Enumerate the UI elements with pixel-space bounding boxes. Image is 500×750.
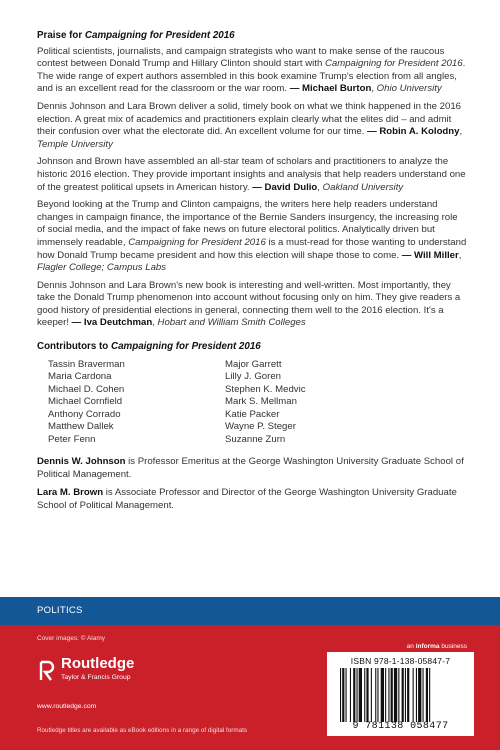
ebook-note: Routledge titles are available as eBook editions in a range of digital formats: [37, 727, 248, 734]
contributor-name: Michael Cornfield: [48, 396, 123, 408]
contributor-name: Peter Fenn: [48, 433, 96, 445]
book-title: Campaigning for President 2016: [324, 58, 463, 70]
contributor-name: Michael D. Cohen: [48, 383, 125, 395]
quote-text: Political scientists, journalists, and campaign strategists who want to make sense of the raucous contest between Donald Trump and Hillary Clinton should start with: [37, 45, 445, 70]
barcode-bar: [381, 668, 384, 722]
attribution-affiliation: Hobart and William Smith Colleges: [157, 317, 306, 329]
contributors-list: [37, 359, 467, 447]
isbn-label: ISBN 978-1-138-05847-7: [350, 656, 451, 666]
author-bio-text: is Associate Professor and Director of the George Washington University Graduate School of Political Management.: [37, 487, 457, 511]
quote-text: Johnson and Brown have assembled an all-star team of scholars and practitioners to analyze the historic 2016 election. They provide important insights and analysis that help readers understand one of the greatest political upsets in American history.: [37, 156, 466, 193]
quote-text: Dennis Johnson and Lara Brown's new book is interesting and well-written. Most importantly, they take the Donald Trump phenomenon into account without focusing only on him. They give readers a good history of presidential elections in general, connecting them well to the 2016 election. It's a keeper!: [37, 279, 461, 329]
contributor-name: Wayne P. Steger: [225, 421, 296, 433]
contributors-column-right: [225, 359, 402, 447]
informa-prefix: an: [406, 643, 416, 650]
informa-brand: informa: [415, 643, 440, 650]
author-name: Lara M. Brown: [37, 487, 104, 499]
barcode-bar: [407, 668, 409, 722]
barcode-bar: [413, 668, 414, 722]
contributor-name: Katie Packer: [225, 408, 280, 420]
barcode-bar: [377, 668, 378, 722]
contributor-name: Anthony Corrado: [48, 408, 121, 420]
book-title: Campaigning for President 2016: [84, 30, 235, 41]
barcode-digits: 9 781138 058477: [352, 721, 449, 732]
barcode-bar: [359, 668, 362, 722]
barcode-bar: [350, 668, 351, 722]
publisher-group: Taylor & Francis Group: [61, 674, 131, 681]
barcode-bar: [366, 668, 368, 722]
informa-suffix: business: [439, 643, 467, 650]
praise-quote-burton: Political scientists, journalists, and campaign strategists who want to make sense of the raucous contest between Donald Trump and Hillary Clinton should start with Campaigning for President 2016. The wide range of expert authors assembled in this book examine Trump's election from all angles, and is an excellent read for the classroom or the war room. — Michael Burton, Ohio University: [37, 45, 466, 95]
contributors-heading-prefix: Contributors to: [37, 341, 112, 353]
attribution-name: — Will Miller: [401, 249, 459, 261]
quote-text: . The wide range of expert authors assembled in this book examine Trump's election from all angles, and is an excellent read for the classroom or the war room.: [37, 58, 466, 95]
contributor-name: Tassin Braverman: [48, 358, 125, 370]
contributor-name: Mark S. Mellman: [225, 396, 297, 408]
attribution-name: — David Dulio: [252, 181, 318, 193]
barcode-bar: [388, 668, 389, 722]
barcode-bar: [394, 668, 397, 722]
contributor-name: Suzanne Zurn: [225, 433, 286, 445]
attribution-affiliation: Oakland University: [322, 181, 404, 193]
author-bio-brown: [37, 487, 467, 512]
barcode-box: [327, 652, 474, 736]
category-label: POLITICS: [37, 605, 83, 616]
author-bio-text: is Professor Emeritus at the George Washington University Graduate School of Political Management.: [37, 456, 464, 480]
author-name: Dennis W. Johnson: [37, 456, 126, 468]
routledge-logo-icon: [37, 658, 55, 696]
barcode-bar: [423, 668, 424, 722]
barcode-bar: [429, 668, 430, 722]
attribution-affiliation: Flagler College; Campus Labs: [37, 262, 167, 274]
barcode-bar: [398, 668, 399, 722]
barcode-bar: [346, 668, 347, 722]
back-cover-text: [37, 30, 467, 519]
barcode-bar: [426, 668, 428, 722]
barcode-bar: [416, 668, 417, 722]
cover-credit: Cover images: © Alamy: [37, 635, 106, 642]
barcode-bar: [391, 668, 393, 722]
publisher-url: www.routledge.com: [37, 703, 97, 710]
attribution-name: — Robin A. Kolodny: [367, 126, 460, 138]
contributors-heading: [37, 341, 467, 354]
quote-text: Dennis Johnson and Lara Brown deliver a solid, timely book on what we think happened in the 2016 election. A great mix of academics and practitioners explain clearly what the elites did – and admit their confusion over what the electorate did. An excellent volume for our time.: [37, 100, 461, 138]
barcode-bar: [402, 668, 404, 722]
informa-tagline: [407, 643, 467, 650]
barcode-bar: [342, 668, 344, 722]
praise-quote-dulio: Johnson and Brown have assembled an all-star team of scholars and practitioners to analyze the historic 2016 election. They provide important insights and analysis that help readers understand one of the greatest political upsets in American history. — David Dulio, Oakland University: [37, 156, 466, 193]
publisher-name: Routledge: [61, 655, 135, 672]
barcode-bar: [353, 668, 355, 722]
praise-quote-kolodny: Dennis Johnson and Lara Brown deliver a solid, timely book on what we think happened in the 2016 election. A great mix of academics and practitioners explain clearly what the elites did – and admit their confusion over what the electorate did. An excellent volume for our time. — Robin A. Kolodny, Temple University: [37, 100, 463, 150]
praise-heading: [37, 30, 467, 43]
author-bio-johnson: [37, 456, 467, 481]
barcode-icon: [340, 668, 464, 722]
quote-text: Beyond looking at the Trump and Clinton campaigns, the writers here help readers understand changes in campaign finance, the importance of the Bernie Sanders insurgency, the increasing role of social media, and the impact of fake news on future electoral politics. Analytically driven but immensely readable,: [37, 199, 458, 248]
attribution-name: — Michael Burton: [289, 83, 372, 95]
attribution-name: — Iva Deutchman: [71, 317, 153, 329]
barcode-bar: [418, 668, 421, 722]
category-band: [0, 597, 500, 625]
praise-heading-prefix: Praise for: [37, 30, 85, 41]
book-title: Campaigning for President 2016: [128, 236, 266, 248]
contributors-column-left: [48, 359, 225, 447]
contributor-name: Stephen K. Medvic: [225, 383, 306, 395]
publisher-band: [0, 625, 500, 750]
book-title: Campaigning for President 2016: [111, 341, 261, 353]
barcode-bar: [357, 668, 358, 722]
contributor-name: Maria Cardona: [48, 371, 112, 383]
barcode-bar: [385, 668, 386, 722]
barcode-bar: [364, 668, 365, 722]
barcode-bar: [340, 668, 341, 722]
quote-text: is a must-read for those wanting to understand how Donald Trump became president and how this election will shape those to come.: [37, 236, 467, 261]
contributor-name: Matthew Dallek: [48, 421, 114, 433]
attribution-affiliation: Temple University: [37, 138, 113, 150]
barcode-bar: [371, 668, 372, 722]
praise-quote-deutchman: Dennis Johnson and Lara Brown's new book is interesting and well-written. Most importantly, they take the Donald Trump phenomenon into account without focusing only on him. They give readers a good history of presidential elections in general, connecting them well to the 2016 election. It's a keeper! — Iva Deutchman, Hobart and William Smith Colleges: [37, 279, 461, 329]
barcode-bar: [375, 668, 376, 722]
contributor-name: Lilly J. Goren: [225, 371, 281, 383]
attribution-affiliation: Ohio University: [376, 83, 442, 95]
praise-quote-miller: Beyond looking at the Trump and Clinton campaigns, the writers here help readers understand changes in campaign finance, the importance of the Bernie Sanders insurgency, the increasing role of social media, and the impact of fake news on future electoral politics. Analytically driven but immensely readable, Campaigning for President 2016 is a must-read for those wanting to understand how Donald Trump became president and how this election will shape those to come. — Will Miller, Flagler College; Campus Labs: [37, 199, 467, 274]
barcode-bar: [405, 668, 406, 722]
contributor-name: Major Garrett: [225, 358, 282, 370]
